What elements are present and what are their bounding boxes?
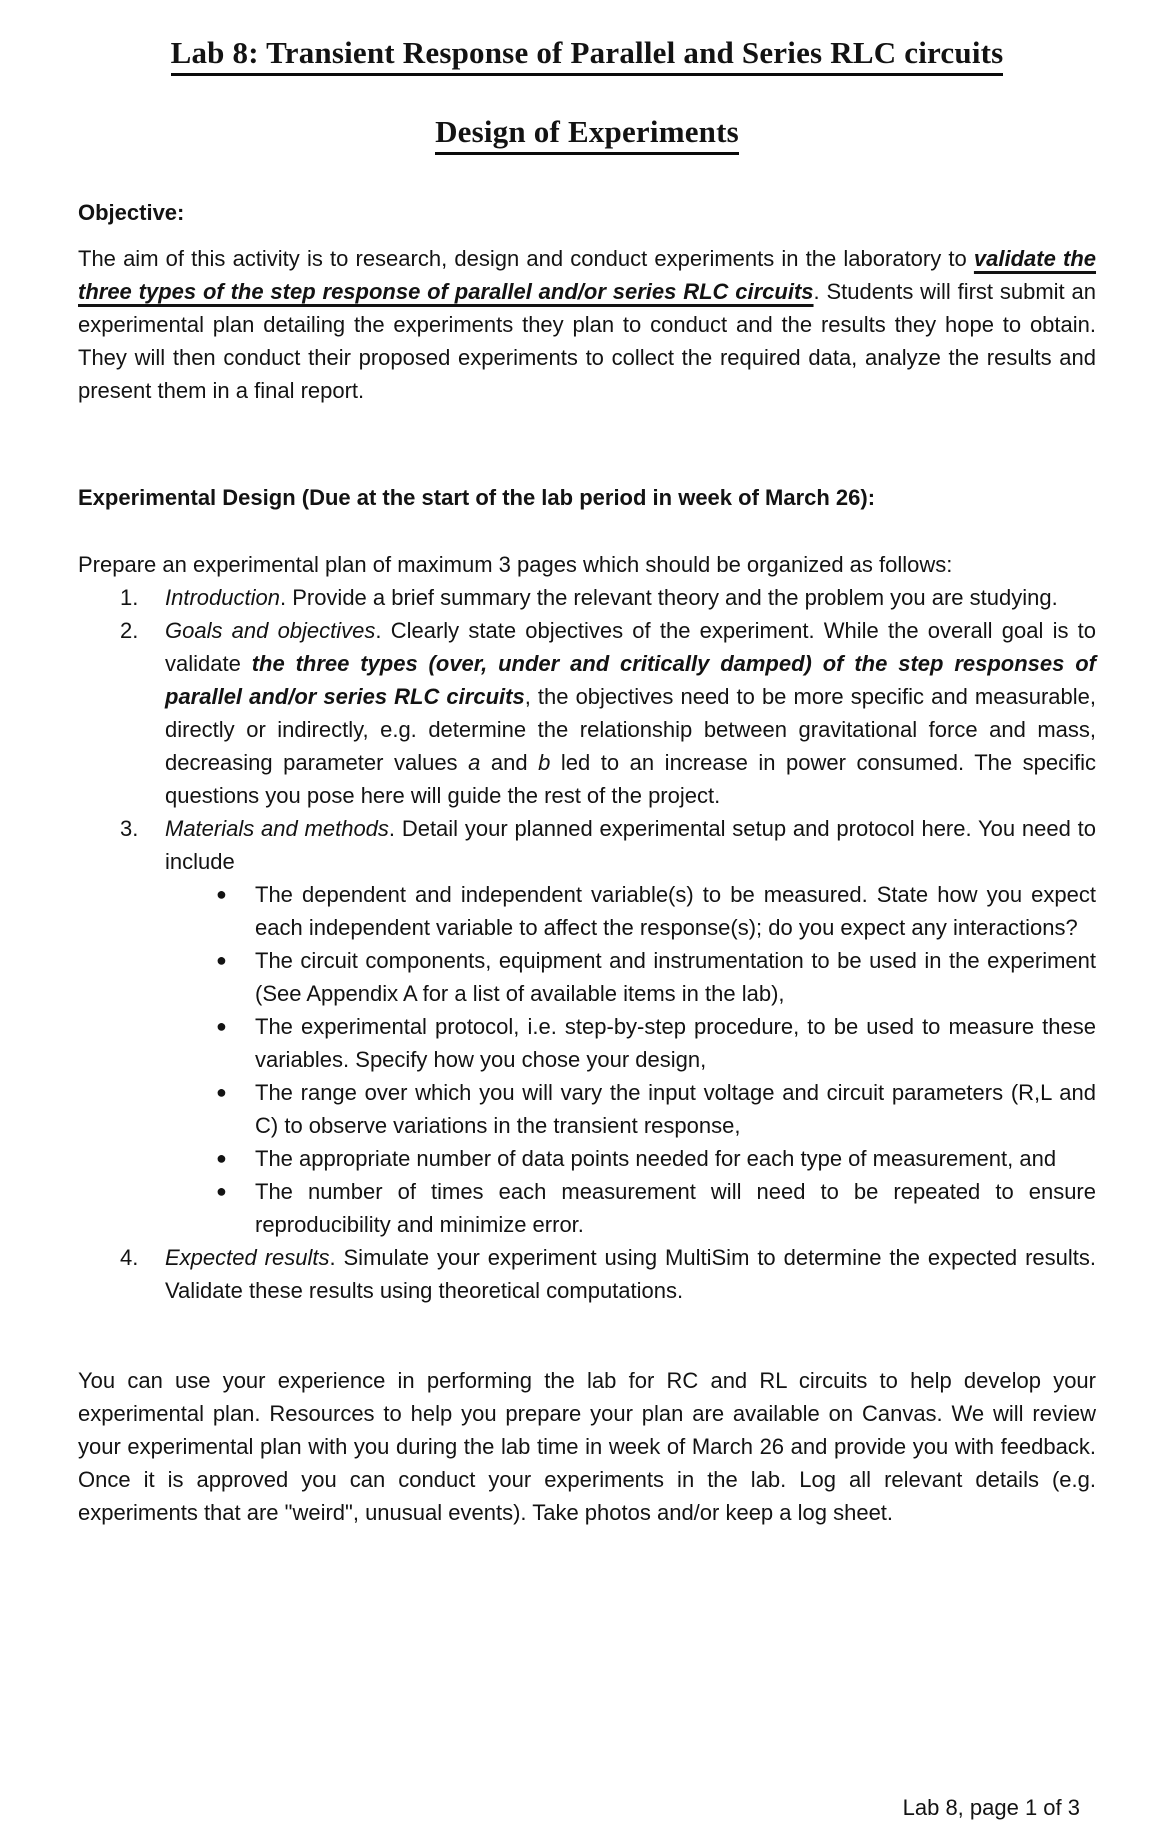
design-intro: Prepare an experimental plan of maximum 3 pages which should be organized as follows: — [78, 552, 953, 577]
bullet-text: The number of times each measurement will need to be repeated to ensure reproducibility and minimize error. — [255, 1179, 1096, 1237]
list-item — [78, 614, 1096, 812]
bullet-icon: ● — [216, 950, 227, 970]
bullet-text: The circuit components, equipment and instrumentation to be used in the experiment (See Appendix A for a list of available items in the lab), — [255, 948, 1096, 1006]
item-lead-italic: Materials and methods — [165, 816, 389, 841]
page-title — [78, 34, 1096, 72]
list-item — [78, 1241, 1096, 1307]
bullet-item — [165, 1076, 1096, 1142]
closing-paragraph: You can use your experience in performing the lab for RC and RL circuits to help develop your experimental plan. Resources to help you prepare your plan are available on Canvas. We will review your experimental plan with you during the lab time in week of March 26 and provide you with feedback. Once it is approved you can conduct your experiments in the lab. Log all relevant details (e.g. experiments that are "weird", unusual events). Take photos and/or keep a log sheet. — [78, 1368, 1096, 1525]
bullet-text: The experimental protocol, i.e. step-by-step procedure, to be used to measure these variables. Specify how you chose your design, — [255, 1014, 1096, 1072]
document-page — [0, 34, 1170, 1820]
objective-segment-emphasis: validate the three types of the step response of parallel and/or series RLC circuits — [78, 246, 1097, 304]
list-item-number: 3. — [120, 816, 139, 841]
bullet-item — [165, 1010, 1096, 1076]
bullet-icon: ● — [216, 1082, 227, 1102]
bullet-item — [165, 1142, 1096, 1175]
numbered-list — [78, 581, 1096, 1307]
objective-paragraph — [78, 242, 1096, 407]
bullet-item — [165, 1175, 1096, 1241]
bullet-text: The dependent and independent variable(s) to be measured. State how you expect each independent variable to affect the response(s); do you expect any interactions? — [255, 882, 1096, 940]
list-item-text: Expected results. Simulate your experiment using MultiSim to determine the expected results. Validate these results using theoretical computations. — [165, 1245, 1097, 1303]
list-item-number: 2. — [120, 618, 139, 643]
design-heading: Experimental Design (Due at the start of the lab period in week of March 26): — [78, 485, 876, 510]
list-item-text: Introduction. Provide a brief summary the relevant theory and the problem you are studying. — [165, 585, 1058, 610]
item-lead-italic: Goals and objectives — [165, 618, 376, 643]
bullet-icon: ● — [216, 884, 227, 904]
variable-a: a — [468, 750, 481, 775]
page-subtitle-text: Design of Experiments — [435, 114, 739, 155]
objective-segment-plain: The aim of this activity is to research, design and conduct experiments in the laboratory to — [78, 246, 974, 271]
bullet-text: The range over which you will vary the input voltage and circuit parameters (R,L and C) to observe variations in the transient response, — [255, 1080, 1096, 1138]
list-item-number: 1. — [120, 585, 139, 610]
list-item-number: 4. — [120, 1245, 139, 1270]
list-item — [78, 581, 1096, 614]
bullet-text: The appropriate number of data points needed for each type of measurement, and — [255, 1146, 1057, 1171]
bullet-icon: ● — [216, 1016, 227, 1036]
item-bold-italic: the three types (over, under and critically damped) of the step responses of parallel and/or series RLC circuits — [165, 651, 1096, 709]
objective-heading: Objective: — [78, 200, 185, 225]
bullet-item — [165, 878, 1096, 944]
list-item-text: Materials and methods. Detail your planned experimental setup and protocol here. You need to include — [165, 816, 1096, 874]
bullet-icon: ● — [216, 1148, 227, 1168]
page-title-text: Lab 8: Transient Response of Parallel and Series RLC circuits — [171, 35, 1004, 76]
variable-b: b — [538, 750, 551, 775]
bullet-icon: ● — [216, 1181, 227, 1201]
list-item-text: Goals and objectives. Clearly state objectives of the experiment. While the overall goal is to validate the three types (over, under and critically damped) of the step responses of parallel and/or series RLC circuits, the objectives need to be more specific and measurable, directly or indirectly, e.g. determine the relationship between gravitational force and mass, decreasing parameter values a and b led to an increase in power consumed. The specific questions you pose here will guide the rest of the project. — [165, 618, 1097, 808]
item-lead-italic: Introduction — [165, 585, 280, 610]
page-subtitle — [78, 113, 1096, 151]
objective-segment-plain: . Students will first submit an experimental plan detailing the experiments they plan to conduct and the results they hope to obtain. They will then conduct their proposed experiments to collect the required data, analyze the results and present them in a final report. — [78, 279, 1096, 403]
item-lead-italic: Expected results — [165, 1245, 330, 1270]
list-item — [78, 812, 1096, 1241]
footer-page-label: Lab 8, page 1 of 3 — [902, 1795, 1080, 1820]
bullet-item — [165, 944, 1096, 1010]
